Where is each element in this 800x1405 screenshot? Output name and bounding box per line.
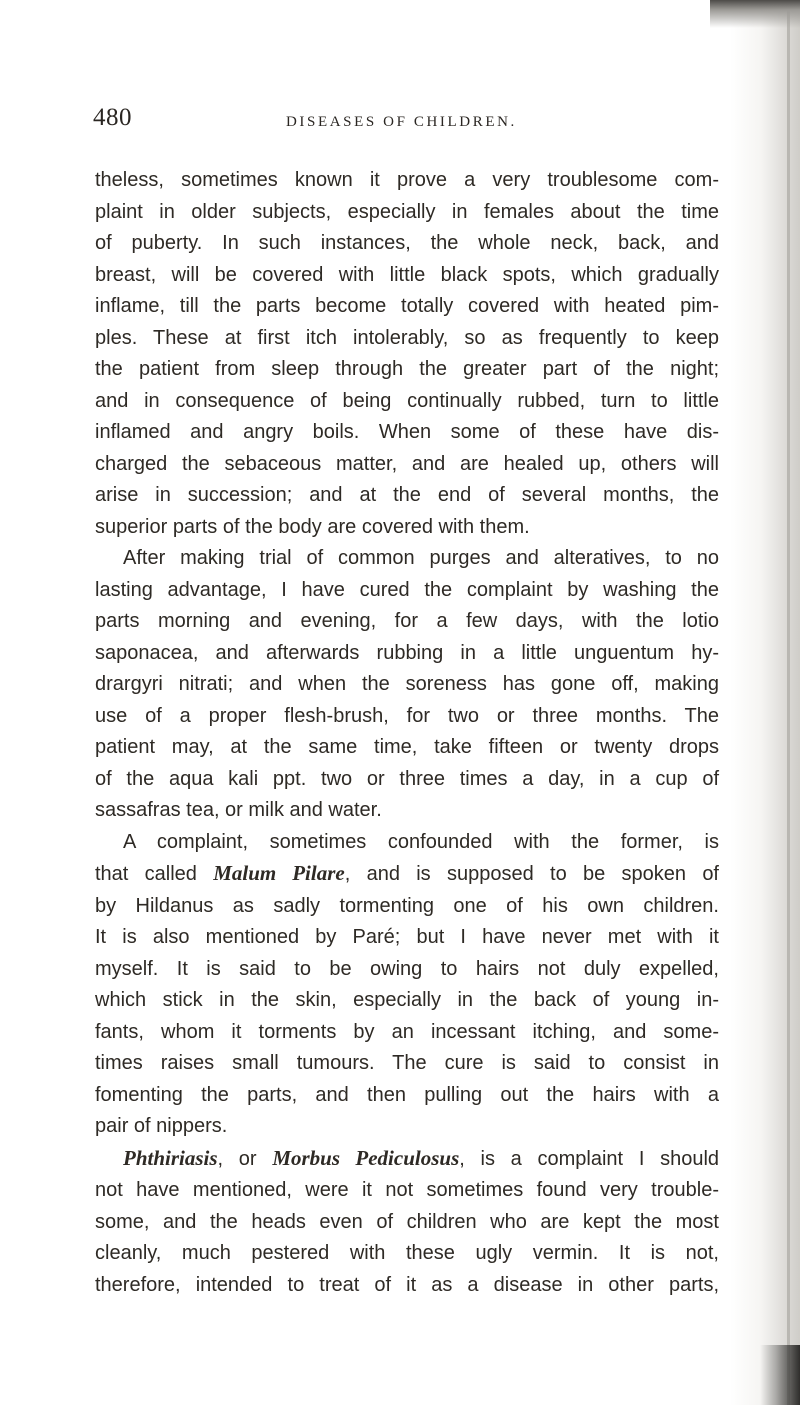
text-line [95,1143,719,1176]
text-line: plaint in older subjects, especially in females about the time [95,200,719,223]
italic-term-morbus-pediculosus: Morbus Pediculosus [272,1145,460,1170]
page-edge-line [787,0,790,1405]
text-run: that called [95,863,214,885]
text-line: myself. It is said to be owing to hairs not duly expelled, [95,957,719,980]
italic-term-malum-pilare: Malum Pilare [213,861,345,885]
text-line: cleanly, much pestered with these ugly vermin. It is not, [95,1242,719,1264]
text-line: by Hildanus as sadly tormenting one of his own children. [95,894,719,917]
text-line: lasting advantage, I have cured the complaint by washing the [95,578,719,601]
text-line [95,858,719,891]
text-run: , and is supposed to be spoken of [344,863,719,885]
paragraph-4 [95,1143,719,1302]
text-line: some, and the heads even of children who are kept the most [95,1210,719,1233]
text-line: of puberty. In such instances, the whole neck, back, and [95,232,719,254]
paragraph-3 [95,827,719,1143]
text-line: times raises small tumours. The cure is said to consist in [95,1052,719,1074]
text-run: , or [217,1147,273,1170]
text-line: fomenting the parts, and then pulling out the hairs with a [95,1083,719,1106]
text-line: breast, will be covered with little black spots, which gradually [95,263,719,286]
text-line: drargyri nitrati; and when the soreness has gone off, making [95,673,719,695]
body-text [95,165,719,1301]
text-line: of the aqua kali ppt. two or three times a day, in a cup of [95,767,719,790]
text-line: use of a proper flesh-brush, for two or three months. The [95,704,719,727]
page-bottom-shadow [760,1345,800,1405]
text-line: inflamed and angry boils. When some of these have dis- [95,421,719,443]
text-line: After making trial of common purges and alteratives, to no [123,547,719,569]
text-line: arise in succession; and at the end of several months, the [95,484,719,506]
text-line: sassafras tea, or milk and water. [95,799,382,821]
text-line: It is also mentioned by Paré; but I have never met with it [95,926,719,948]
text-line: pair of nippers. [95,1115,228,1137]
running-head: DISEASES OF CHILDREN. [286,114,517,130]
text-line: parts morning and evening, for a few days, with the lotio [95,610,719,632]
text-line: A complaint, sometimes confounded with the former, is [123,830,719,853]
text-line: therefore, intended to treat of it as a disease in other parts, [95,1273,719,1296]
text-line: and in consequence of being continually rubbed, turn to little [95,389,719,412]
text-line: superior parts of the body are covered with them. [95,515,530,538]
text-line: patient may, at the same time, take fifteen or twenty drops [95,736,719,758]
paragraph-2 [95,543,719,827]
text-run: , is a complaint I should [459,1147,720,1170]
text-line: inflame, till the parts become totally covered with heated pim- [95,295,719,317]
text-line: charged the sebaceous matter, and are healed up, others will [95,452,719,475]
text-line: fants, whom it torments by an incessant itching, and some- [95,1020,719,1043]
page-header [0,104,800,144]
text-line: not have mentioned, were it not sometimes found very trouble- [95,1179,719,1201]
paragraph-1 [95,165,719,543]
text-line: the patient from sleep through the greater part of the night; [95,358,719,380]
text-line: which stick in the skin, especially in the back of young in- [95,989,719,1011]
text-line: saponacea, and afterwards rubbing in a little unguentum hy- [95,641,719,664]
page-number: 480 [93,104,132,131]
italic-term-phthiriasis: Phthiriasis [123,1145,218,1170]
text-line: ples. These at first itch intolerably, so as frequently to keep [95,326,719,349]
page-corner-shadow [710,0,800,28]
text-line: theless, sometimes known it prove a very troublesome com- [95,169,719,191]
